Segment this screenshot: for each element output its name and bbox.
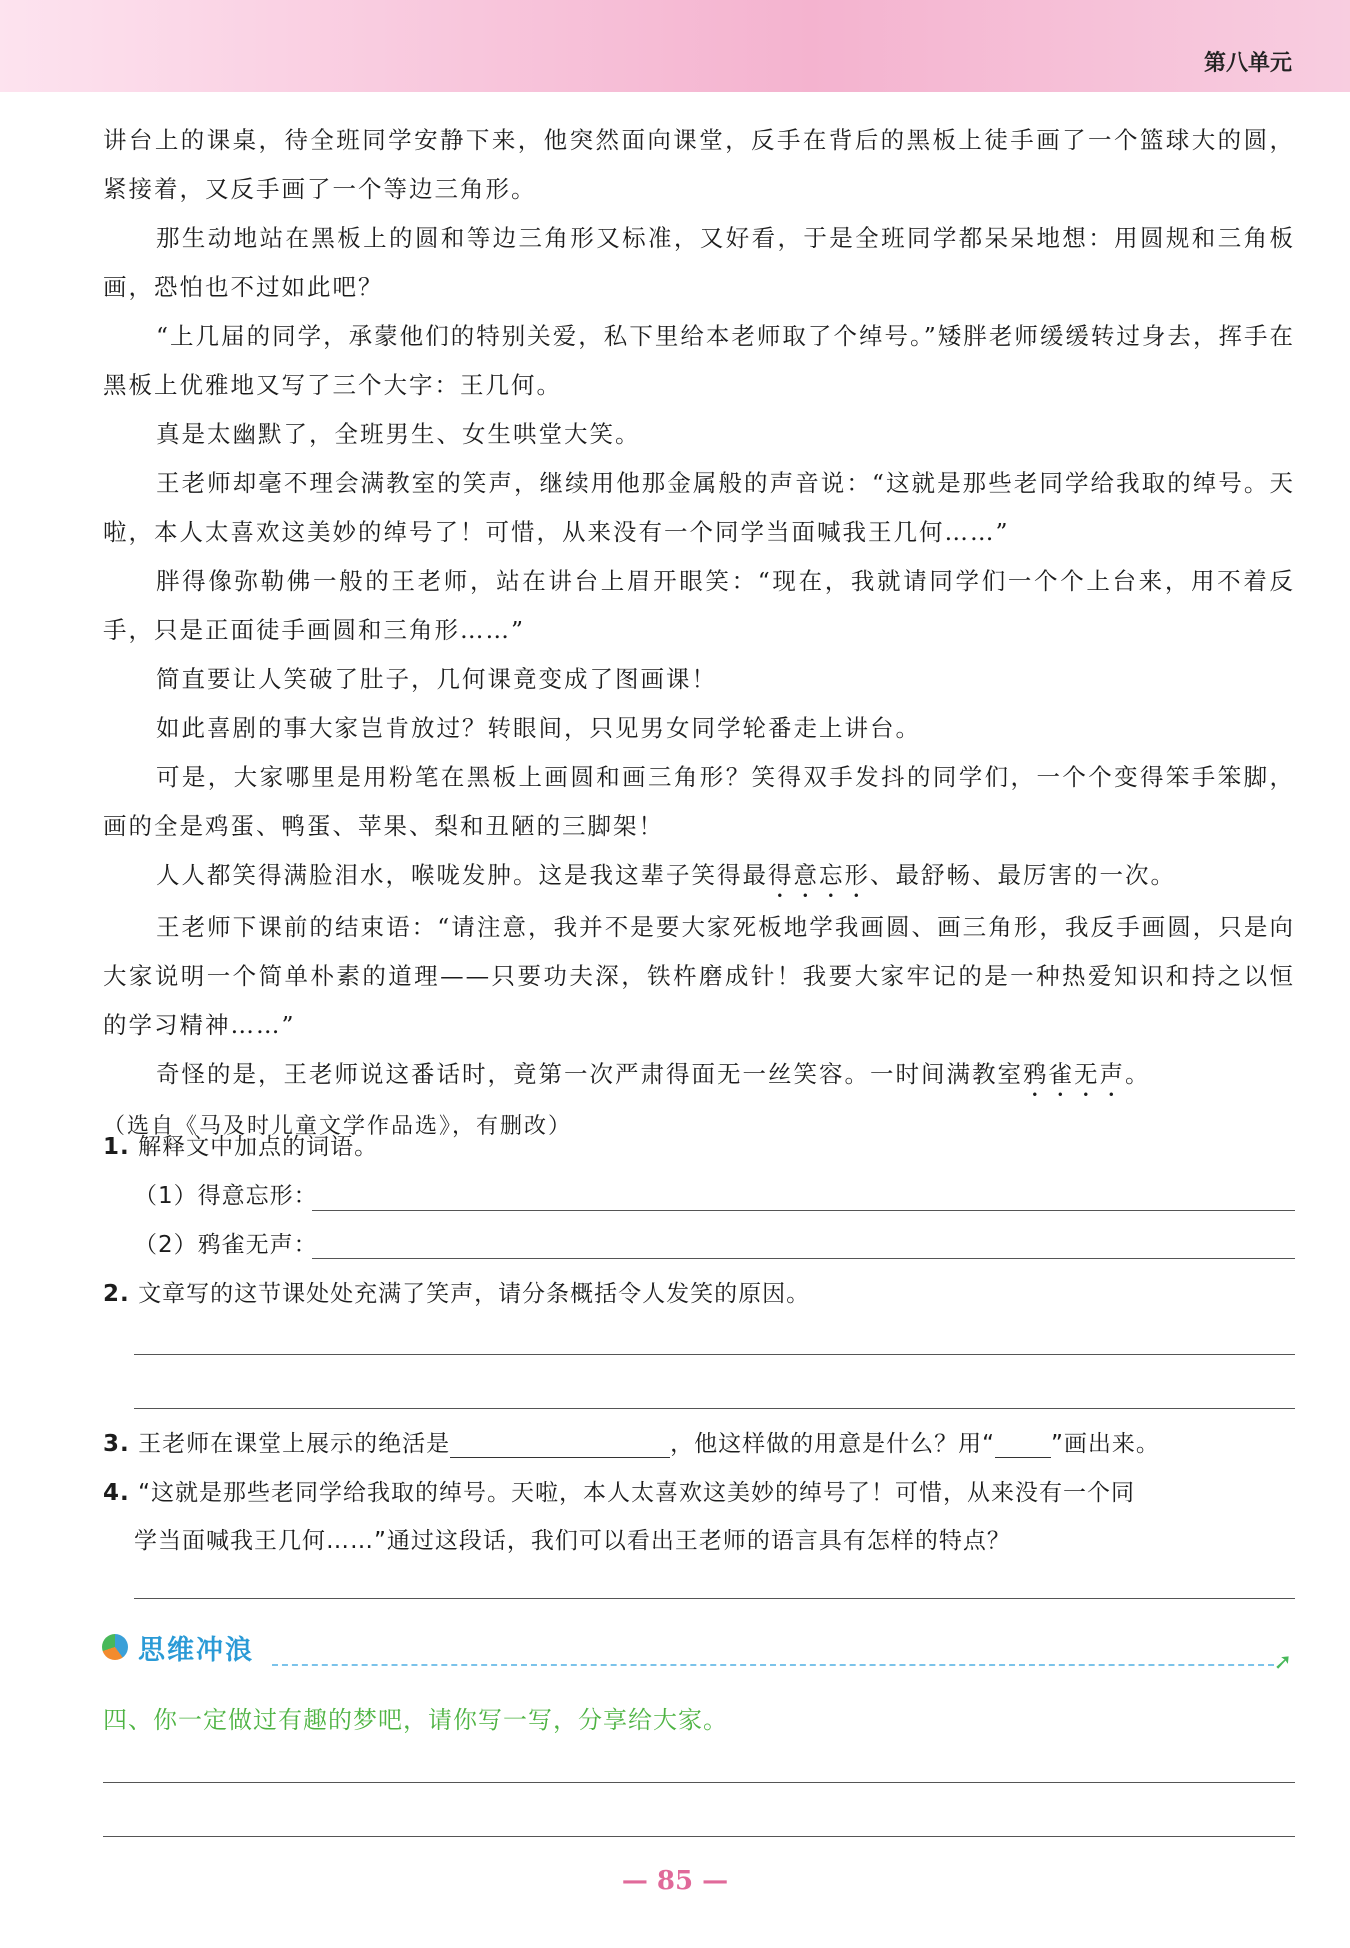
arrow-icon: ➚ xyxy=(1273,1650,1292,1675)
text-run: 奇怪的是，王老师说这番话时，竟第一次严肃得面无一丝笑容。一时间满教室 xyxy=(156,1060,1023,1088)
paragraph: 那生动地站在黑板上的圆和等边三角形又标准，又好看，于是全班同学都呆呆地想：用圆规和三角板画，恐怕也不过如此吧？ xyxy=(103,224,1295,301)
question-text: 解释文中加点的词语。 xyxy=(138,1134,379,1160)
question-1 xyxy=(103,1128,1295,1161)
text-run: 人人都笑得满脸泪水，喉咙发肿。这是我这辈子笑得最 xyxy=(156,861,768,889)
source-note: （选自《马及时儿童文学作品选》，有删改） xyxy=(103,1114,573,1139)
swirl-icon xyxy=(102,1634,128,1660)
paragraph: 王老师下课前的结束语：“请注意，我并不是要大家死板地学我画圆、画三角形，我反手画圆，只是向大家说明一个简单朴素的道理——只要功夫深，铁杵磨成针！我要大家牢记的是一种热爱知识和持之以恒的学习精神……” xyxy=(103,913,1295,1039)
question-text: “这就是那些老同学给我取的绰号。天啦，本人太喜欢这美妙的绰号了！可惜，从来没有一个同 xyxy=(138,1480,1135,1506)
answer-line[interactable] xyxy=(134,1598,1295,1599)
question-number: 4. xyxy=(103,1480,130,1506)
answer-line[interactable] xyxy=(312,1258,1295,1259)
fill-blank[interactable] xyxy=(450,1431,670,1458)
page-number: — 85 — xyxy=(621,1866,729,1896)
question-3 xyxy=(103,1425,1295,1458)
paragraph: 简直要让人笑破了肚子，几何课竟变成了图画课！ xyxy=(156,665,717,693)
question-text: ，他这样做的用意是什么？用“ xyxy=(670,1431,995,1457)
paragraph: 王老师却毫不理会满教室的笑声，继续用他那金属般的声音说：“这就是那些老同学给我取的绰号。天啦，本人太喜欢这美妙的绰号了！可惜，从来没有一个同学当面喊我王几何……” xyxy=(103,469,1295,546)
question-4 xyxy=(103,1474,1295,1507)
question-number: 2. xyxy=(103,1281,130,1307)
story-text xyxy=(103,116,1295,1151)
paragraph: 讲台上的课桌，待全班同学安静下来，他突然面向课堂，反手在背后的黑板上徒手画了一个篮球大的圆，紧接着，又反手画了一个等边三角形。 xyxy=(103,126,1295,203)
text-run: 、最舒畅、最厉害的一次。 xyxy=(870,861,1176,889)
fill-blank xyxy=(995,1431,1051,1458)
dashed-divider xyxy=(272,1664,1274,1666)
paragraph xyxy=(103,851,1295,903)
question-text: ”画出来。 xyxy=(1050,1431,1160,1457)
question-text: 文章写的这节课处处充满了笑声，请分条概括令人发笑的原因。 xyxy=(138,1281,811,1307)
q1-part-b-label: （2）鸦雀无声： xyxy=(134,1232,318,1258)
unit-label: 第八单元 xyxy=(1203,51,1292,76)
task-4-prompt: 四、你一定做过有趣的梦吧，请你写一写，分享给大家。 xyxy=(103,1706,728,1734)
paragraph: “上几届的同学，承蒙他们的特别关爱，私下里给本老师取了个绰号。”矮胖老师缓缓转过身去，挥手在黑板上优雅地又写了三个大字：王几何。 xyxy=(103,322,1295,399)
paragraph: 可是，大家哪里是用粉笔在黑板上画圆和画三角形？笑得双手发抖的同学们，一个个变得笨手笨脚，画的全是鸡蛋、鸭蛋、苹果、梨和丑陋的三脚架！ xyxy=(103,763,1295,840)
q1-part-a-label: （1）得意忘形： xyxy=(134,1183,318,1209)
header-banner xyxy=(0,0,1350,92)
paragraph: 真是太幽默了，全班男生、女生哄堂大笑。 xyxy=(156,420,641,448)
paragraph: 如此喜剧的事大家岂肯放过？转眼间，只见男女同学轮番走上讲台。 xyxy=(156,714,921,742)
section-title: 思维冲浪 xyxy=(138,1635,254,1666)
answer-line[interactable] xyxy=(134,1408,1295,1409)
dotted-word: 得意忘形 xyxy=(768,861,870,889)
paragraph: 胖得像弥勒佛一般的王老师，站在讲台上眉开眼笑：“现在，我就请同学们一个个上台来，用不着反手，只是正面徒手画圆和三角形……” xyxy=(103,567,1295,644)
question-4-line2: 学当面喊我王几何……”通过这段话，我们可以看出王老师的语言具有怎样的特点？ xyxy=(134,1528,1011,1554)
paragraph xyxy=(103,1050,1295,1102)
dotted-word: 鸦雀无声 xyxy=(1023,1060,1125,1088)
answer-line[interactable] xyxy=(134,1354,1295,1355)
question-2 xyxy=(103,1275,1295,1308)
answer-line[interactable] xyxy=(103,1782,1295,1783)
answer-line[interactable] xyxy=(312,1210,1295,1211)
answer-line[interactable] xyxy=(103,1836,1295,1837)
text-run: 。 xyxy=(1125,1060,1151,1088)
question-number: 1. xyxy=(103,1134,130,1160)
question-number: 3. xyxy=(103,1431,130,1457)
section-header xyxy=(102,1628,1292,1675)
question-text: 王老师在课堂上展示的绝活是 xyxy=(138,1431,451,1457)
